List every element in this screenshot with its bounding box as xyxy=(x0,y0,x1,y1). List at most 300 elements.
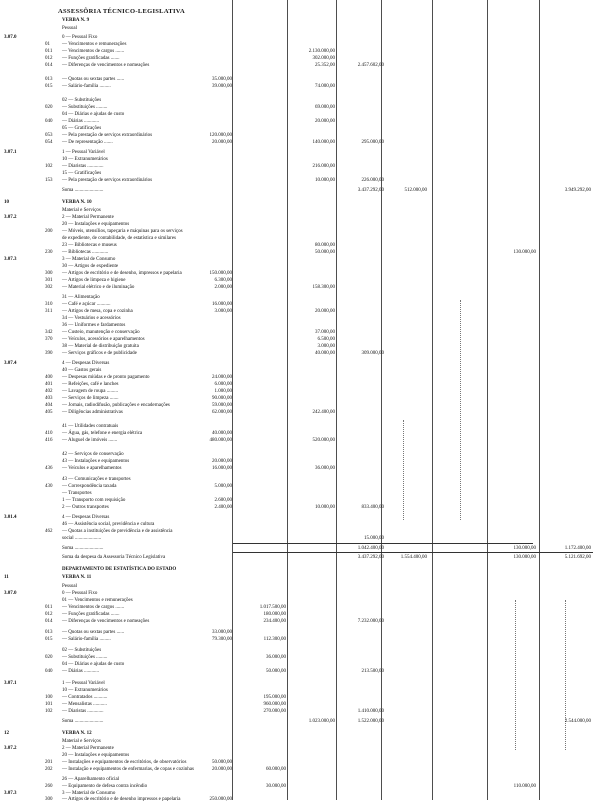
amount-col-1: 6.300,00 xyxy=(214,278,232,283)
amount-col-1: 3.000,00 xyxy=(214,309,232,314)
amount-col-2: 234.400,00 xyxy=(263,619,286,624)
table-row xyxy=(0,409,595,416)
row-item-code: 301 xyxy=(45,278,53,283)
row-description: 3 — Material de Consumo xyxy=(62,791,116,796)
amount-col-6: 110.000,00 xyxy=(513,784,536,789)
table-row xyxy=(0,590,595,597)
row-description: — Diaristas ............. xyxy=(62,164,104,169)
row-description: 26 — Aparelhamento oficial xyxy=(62,777,120,782)
table-row xyxy=(0,170,595,177)
table-row xyxy=(0,308,595,315)
table-row xyxy=(0,214,595,221)
table-row xyxy=(0,242,595,249)
table-row xyxy=(0,668,595,675)
row-item-code: 300 xyxy=(45,271,53,276)
table-row xyxy=(0,41,595,48)
row-description: — Lavagem de roupa ......... xyxy=(62,389,118,394)
row-description: — Vencimentos e remunerações xyxy=(62,42,127,47)
row-item-code: 040 xyxy=(45,119,53,124)
table-row xyxy=(0,490,595,497)
amount-col-7: 2.544.000,00 xyxy=(564,719,591,724)
row-item-code: 430 xyxy=(45,484,53,489)
row-item-code: 402 xyxy=(45,389,53,394)
amount-col-3: 25.352,00 xyxy=(315,63,335,68)
row-item-code: 040 xyxy=(45,669,53,674)
row-description: — Salário-família ......... xyxy=(62,637,111,642)
table-row xyxy=(0,611,595,618)
amount-col-3: 10.000,00 xyxy=(315,505,335,510)
amount-col-4: 2.457.602,00 xyxy=(357,63,384,68)
row-item-code: 020 xyxy=(45,655,53,660)
amount-col-3: 302.000,00 xyxy=(312,56,335,61)
table-row xyxy=(0,149,595,156)
table-row xyxy=(0,766,595,773)
amount-col-1: 2.000,00 xyxy=(214,285,232,290)
amount-col-3: 242.400,00 xyxy=(312,410,335,415)
row-description: 04 — Diárias e ajudas de custo xyxy=(62,112,125,117)
table-row xyxy=(0,25,595,32)
row-description: — Diárias ............ xyxy=(62,669,99,674)
table-row xyxy=(0,701,595,708)
row-description: 43 — Comunicações e transportes xyxy=(62,477,131,482)
table-row xyxy=(0,483,595,490)
row-description: — Artigos de mesa, copa e cozinha xyxy=(62,309,133,314)
row-item-code: 015 xyxy=(45,84,53,89)
table-row xyxy=(0,235,595,242)
row-description: de expediente, de contabilidade, de estatística e similares xyxy=(62,236,176,241)
row-description: — Instalações e equipamentos de escritórios, de observatórios xyxy=(62,760,187,765)
table-row xyxy=(0,277,595,284)
table-row xyxy=(0,111,595,118)
row-description: VERBA N. 12 xyxy=(62,731,92,736)
row-description: VERBA N. 10 xyxy=(62,200,92,205)
amount-col-1: 40.000,00 xyxy=(212,431,232,436)
row-description: 04 — Diárias e ajudas de custo xyxy=(62,662,125,667)
row-description: — Quotas ou sextas partes ...... xyxy=(62,77,125,82)
sum-rule xyxy=(233,543,533,544)
table-row xyxy=(0,263,595,270)
table-row xyxy=(0,76,595,83)
amount-col-2: 1.017.500,00 xyxy=(259,605,286,610)
amount-col-1: 20.000,00 xyxy=(212,140,232,145)
row-item-code: 054 xyxy=(45,140,53,145)
table-row xyxy=(0,284,595,291)
table-row xyxy=(0,687,595,694)
row-description: — Diligências administrativas xyxy=(62,410,123,415)
table-row xyxy=(0,597,595,604)
table-row xyxy=(0,301,595,308)
row-description: 2 — Material Permanente xyxy=(62,215,114,220)
amount-col-3: 1.023.000,00 xyxy=(308,719,335,724)
amount-col-1: 5.000,00 xyxy=(214,484,232,489)
row-description: 1 — Pessoal Variável xyxy=(62,681,105,686)
row-section-code: 3.07.2 xyxy=(4,215,17,220)
row-item-code: 462 xyxy=(45,529,53,534)
row-description: Soma ....................... xyxy=(62,188,104,193)
row-description: 34 — Vestuários e acessórios xyxy=(62,316,121,321)
table-row xyxy=(0,55,595,62)
row-description: VERBA N. 9 xyxy=(62,18,90,23)
row-description: 2 — Material Permanente xyxy=(62,746,114,751)
row-section-code: 3.07.0 xyxy=(4,35,17,40)
table-row xyxy=(0,132,595,139)
table-row xyxy=(0,504,595,511)
row-description: Soma da despesa da Assessoria Técnico Legislativa xyxy=(62,555,166,560)
table-row xyxy=(0,694,595,701)
row-description: — Quotas a instituições de previdência e de assistência xyxy=(62,529,173,534)
table-row xyxy=(0,395,595,402)
table-row xyxy=(0,402,595,409)
row-item-code: 011 xyxy=(45,49,53,54)
row-description: — Água, gás, telefone e energia elétrica xyxy=(62,431,143,436)
table-row xyxy=(0,654,595,661)
row-description: 4 — Despesas Diversas xyxy=(62,361,110,366)
amount-col-3: 6.500,00 xyxy=(317,337,335,342)
row-description: 20 — Instalações e equipamentos xyxy=(62,753,130,758)
table-row xyxy=(0,199,595,206)
amount-col-4: 295.000,00 xyxy=(361,140,384,145)
row-description: 30 — Artigos de expediente xyxy=(62,264,119,269)
table-row xyxy=(0,528,595,535)
amount-col-1: 59.000,00 xyxy=(212,403,232,408)
amount-col-6: 130.000,00 xyxy=(513,250,536,255)
amount-col-3: 36.000,00 xyxy=(315,466,335,471)
row-description: — Custeio, manutenção e conservação xyxy=(62,330,140,335)
row-description: — Vencimentos de cargos ....... xyxy=(62,605,125,610)
amount-col-3: 2.130.000,00 xyxy=(308,49,335,54)
amount-col-1: 24.000,00 xyxy=(212,375,232,380)
row-description: — Artigos de limpeza e higiene xyxy=(62,278,126,283)
page-title: ASSESSÔRIA TÉCNICO-LEGISLATIVA xyxy=(58,8,185,15)
row-description: 31 — Alimentação xyxy=(62,295,100,300)
table-row xyxy=(0,34,595,41)
row-description: 02 — Substituições xyxy=(62,648,102,653)
row-item-code: 342 xyxy=(45,330,53,335)
amount-col-3: 520.000,00 xyxy=(312,438,335,443)
table-row xyxy=(0,256,595,263)
amount-col-2: 195.000,00 xyxy=(263,695,286,700)
amount-col-3: 20.000,00 xyxy=(315,309,335,314)
row-description: — Diferenças de vencimentos e nomeações xyxy=(62,63,150,68)
row-description: 43 — Instalações e equipamentos xyxy=(62,459,130,464)
table-row xyxy=(0,647,595,654)
row-section-code: 11 xyxy=(4,575,9,580)
sum-rule xyxy=(233,552,593,553)
row-description: 3 — Material de Consumo xyxy=(62,257,116,262)
amount-col-1: 20.000,00 xyxy=(212,459,232,464)
row-item-code: 102 xyxy=(45,709,53,714)
amount-col-5: 1.554.400,00 xyxy=(400,555,427,560)
row-section-code: 3.07.4 xyxy=(4,361,17,366)
row-description: — Jornais, radiodifusão, publicações e encadernações xyxy=(62,403,170,408)
table-row xyxy=(0,718,595,725)
amount-col-1: 250.000,00 xyxy=(209,797,232,802)
row-description: social ..................... xyxy=(62,536,102,541)
amount-col-7: 1.172.400,00 xyxy=(564,546,591,551)
table-row xyxy=(0,661,595,668)
table-row xyxy=(0,125,595,132)
table-row xyxy=(0,163,595,170)
amount-col-4: 1.522.000,00 xyxy=(357,719,384,724)
row-description: — Transportes xyxy=(62,491,92,496)
table-row xyxy=(0,604,595,611)
row-description: — Equipamento de defesa contra incêndio xyxy=(62,784,148,789)
table-row xyxy=(0,294,595,301)
row-item-code: 310 xyxy=(45,302,53,307)
row-section-code: 3.07.1 xyxy=(4,681,17,686)
amount-col-3: 69.000,00 xyxy=(315,105,335,110)
row-section-code: 3.07.0 xyxy=(4,591,17,596)
table-row xyxy=(0,315,595,322)
row-description: — De representação ....... xyxy=(62,140,113,145)
amount-col-2: 270.000,00 xyxy=(263,709,286,714)
table-row xyxy=(0,752,595,759)
row-item-code: 311 xyxy=(45,309,53,314)
amount-col-3: 158.300,00 xyxy=(312,285,335,290)
amount-col-4: 3.437.292,00 xyxy=(357,188,384,193)
table-row xyxy=(0,270,595,277)
row-description: — Funções gratificadas ....... xyxy=(62,56,120,61)
table-row xyxy=(0,521,595,528)
row-description: 2 — Outros transportes xyxy=(62,505,109,510)
row-description: 0 — Pessoal Fixo xyxy=(62,35,98,40)
row-item-code: 404 xyxy=(45,403,53,408)
row-item-code: 013 xyxy=(45,630,53,635)
row-item-code: 053 xyxy=(45,133,53,138)
amount-col-1: 79.300,00 xyxy=(212,637,232,642)
table-row xyxy=(0,636,595,643)
row-description: — Pela prestação de serviços extraordinários xyxy=(62,178,153,183)
row-item-code: 012 xyxy=(45,612,53,617)
row-section-code: 3.01.4 xyxy=(4,515,17,520)
row-description: — Quotas ou sextas partes ...... xyxy=(62,630,125,635)
table-row xyxy=(0,177,595,184)
table-row xyxy=(0,249,595,256)
table-row xyxy=(0,554,595,561)
amount-col-4: 309.000,00 xyxy=(361,351,384,356)
amount-col-2: 30.000,00 xyxy=(266,784,286,789)
table-row xyxy=(0,17,595,24)
amount-col-2: 60.000,00 xyxy=(266,767,286,772)
row-description: — Móveis, utensílios, tapeçaria e máquinas para os serviços xyxy=(62,229,183,234)
row-description: Soma ....................... xyxy=(62,719,104,724)
row-item-code: 405 xyxy=(45,410,53,415)
row-item-code: 201 xyxy=(45,760,53,765)
table-row xyxy=(0,465,595,472)
table-row xyxy=(0,388,595,395)
amount-col-3: 40.000,00 xyxy=(315,351,335,356)
amount-col-1: 33.000,00 xyxy=(212,630,232,635)
row-description: Pessoal xyxy=(62,584,77,589)
row-description: 10 — Extranumerários xyxy=(62,688,108,693)
row-description: 10 — Extranumerários xyxy=(62,157,108,162)
row-description: 05 — Gratificações xyxy=(62,126,102,131)
amount-col-1: 480.000,00 xyxy=(209,438,232,443)
table-row xyxy=(0,574,595,581)
amount-col-1: 90.000,00 xyxy=(212,396,232,401)
row-description: 46 — Assistência social, previdência e cultura xyxy=(62,522,155,527)
table-row xyxy=(0,343,595,350)
row-item-code: 400 xyxy=(45,375,53,380)
amount-col-1: 6.000,00 xyxy=(214,382,232,387)
row-item-code: 230 xyxy=(45,250,53,255)
row-description: — Serviços gráficos e de publicidade xyxy=(62,351,137,356)
row-description: — Despesas miúdas e de pronto pagamento xyxy=(62,375,150,380)
amount-col-3: 10.000,00 xyxy=(315,178,335,183)
row-item-code: 020 xyxy=(45,105,53,110)
row-item-code: 014 xyxy=(45,619,53,624)
table-row xyxy=(0,374,595,381)
table-row xyxy=(0,187,595,194)
table-row xyxy=(0,97,595,104)
table-row xyxy=(0,458,595,465)
table-row xyxy=(0,583,595,590)
row-description: Material e Serviços xyxy=(62,739,101,744)
amount-col-2: 50.000,00 xyxy=(266,669,286,674)
amount-col-1: 39.000,00 xyxy=(212,84,232,89)
row-description: — Café e açúcar ........... xyxy=(62,302,111,307)
row-item-code: 153 xyxy=(45,178,53,183)
table-row xyxy=(0,745,595,752)
row-description: 38 — Material de distribuição gratuita xyxy=(62,344,139,349)
amount-col-6: 130.000,00 xyxy=(513,546,536,551)
table-row xyxy=(0,228,595,235)
table-row xyxy=(0,350,595,357)
row-description: 1 — Transporto com requisição xyxy=(62,498,126,503)
amount-col-3: 216.000,00 xyxy=(312,164,335,169)
amount-col-4: 7.232.000,00 xyxy=(357,619,384,624)
amount-col-4: 3.437.292,00 xyxy=(357,555,384,560)
amount-col-3: 50.000,00 xyxy=(315,250,335,255)
row-item-code: 014 xyxy=(45,63,53,68)
row-description: — Contratados ........... xyxy=(62,695,108,700)
table-row xyxy=(0,680,595,687)
amount-col-4: 15.000,00 xyxy=(364,536,384,541)
amount-col-7: 3.949.292,00 xyxy=(564,188,591,193)
table-row xyxy=(0,83,595,90)
table-row xyxy=(0,62,595,69)
amount-col-5: 512.000,00 xyxy=(404,188,427,193)
row-item-code: 302 xyxy=(45,285,53,290)
row-description: 36 — Uniformes e fardamentos xyxy=(62,323,126,328)
row-description: 01 — Vencimentos e remunerações xyxy=(62,598,133,603)
table-row xyxy=(0,221,595,228)
row-description: VERBA N. 11 xyxy=(62,575,92,580)
row-item-code: 410 xyxy=(45,431,53,436)
table-row xyxy=(0,783,595,790)
table-row xyxy=(0,118,595,125)
table-row xyxy=(0,367,595,374)
amount-col-1: 150.000,00 xyxy=(209,271,232,276)
amount-col-1: 20.000,00 xyxy=(212,767,232,772)
row-description: — Serviços de limpeza ....... xyxy=(62,396,119,401)
row-description: — Bibliotecas ............. xyxy=(62,250,109,255)
table-row xyxy=(0,104,595,111)
row-description: 15 — Gratificações xyxy=(62,171,102,176)
row-description: 20 — Instalações e equipamentos xyxy=(62,222,130,227)
table-row xyxy=(0,437,595,444)
row-description: — Veículos, acessórios e aparelhamentos xyxy=(62,337,145,342)
table-row xyxy=(0,759,595,766)
row-description: — Diferenças de vencimentos e nomeações xyxy=(62,619,150,624)
row-item-code: 013 xyxy=(45,77,53,82)
row-item-code: 403 xyxy=(45,396,53,401)
amount-col-3: 80.000,00 xyxy=(315,243,335,248)
row-description: — Material elétrico e de iluminação xyxy=(62,285,135,290)
row-description: — Mensalistas ........... xyxy=(62,702,107,707)
table-row xyxy=(0,566,595,573)
amount-col-3: 20.000,00 xyxy=(315,119,335,124)
row-item-code: 300 xyxy=(45,797,53,802)
row-item-code: 416 xyxy=(45,438,53,443)
amount-col-1: 1.000,00 xyxy=(214,389,232,394)
row-description: 42 — Serviços de conservação xyxy=(62,452,124,457)
row-description: Pessoal xyxy=(62,26,77,31)
row-description: — Salário-família ......... xyxy=(62,84,111,89)
amount-col-1: 2.600,00 xyxy=(214,498,232,503)
row-description: — Refeições, café e lanches xyxy=(62,382,119,387)
row-description: — Veículos e aparelhamentos xyxy=(62,466,122,471)
row-item-code: 200 xyxy=(45,229,53,234)
table-row xyxy=(0,360,595,367)
row-item-code: 015 xyxy=(45,637,53,642)
row-description: 40 — Gastos gerais xyxy=(62,368,102,373)
amount-col-7: 5.121.692,00 xyxy=(564,555,591,560)
row-description: — Funções gratificadas ....... xyxy=(62,612,120,617)
row-section-code: 10 xyxy=(4,200,9,205)
row-item-code: 260 xyxy=(45,784,53,789)
row-description: Material e Serviços xyxy=(62,208,101,213)
row-item-code: 202 xyxy=(45,767,53,772)
table-row xyxy=(0,535,595,542)
row-section-code: 3.07.3 xyxy=(4,791,17,796)
row-description: — Substituições ......... xyxy=(62,105,108,110)
amount-col-1: 2.400,00 xyxy=(214,505,232,510)
row-item-code: 011 xyxy=(45,605,53,610)
row-description: — Vencimentos de cargos ....... xyxy=(62,49,125,54)
amount-col-6: 130.000,00 xyxy=(513,555,536,560)
table-row xyxy=(0,322,595,329)
table-row xyxy=(0,545,595,552)
amount-col-1: 50.000,00 xyxy=(212,760,232,765)
row-item-code: 102 xyxy=(45,164,53,169)
table-row xyxy=(0,381,595,388)
row-description: Soma ....................... xyxy=(62,546,104,551)
row-description: — Substituições ......... xyxy=(62,655,108,660)
row-description: — Aluguel de imóveis ....... xyxy=(62,438,118,443)
row-description: — Artigos de escritório e de desenho impressos e papelaria xyxy=(62,797,181,802)
amount-col-1: 62.000,00 xyxy=(212,410,232,415)
row-item-code: 01 xyxy=(45,42,50,47)
table-row xyxy=(0,451,595,458)
row-section-code: 12 xyxy=(4,731,9,736)
amount-col-2: 180.000,00 xyxy=(263,612,286,617)
table-row xyxy=(0,156,595,163)
amount-col-1: 35.000,00 xyxy=(212,77,232,82)
table-row xyxy=(0,776,595,783)
table-row xyxy=(0,708,595,715)
table-row xyxy=(0,738,595,745)
row-description: 02 — Substituições xyxy=(62,98,102,103)
row-description: — Instalação e equipamentos de enfermarias, de copas e cozinhas xyxy=(62,767,194,772)
table-row xyxy=(0,48,595,55)
row-section-code: 3.07.2 xyxy=(4,746,17,751)
amount-col-1: 16.000,00 xyxy=(212,466,232,471)
amount-col-3: 37.000,00 xyxy=(315,330,335,335)
amount-col-1: 120.000,00 xyxy=(209,133,232,138)
table-row xyxy=(0,430,595,437)
table-row xyxy=(0,629,595,636)
